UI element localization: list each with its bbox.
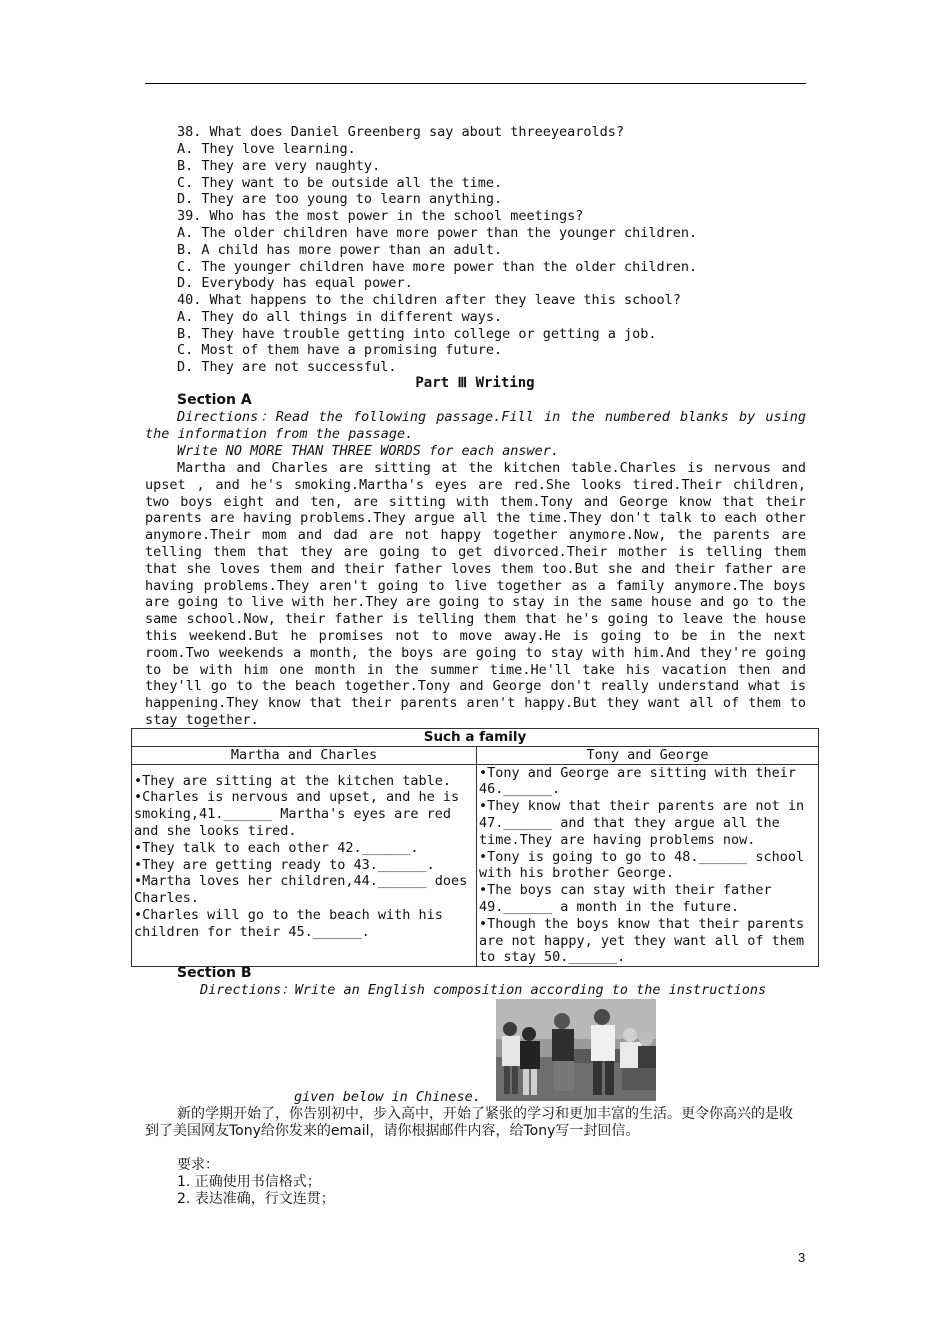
chinese-instructions: 新的学期开始了，你告别初中，步入高中，开始了紧张的学习和更加丰富的生活。更令你高兴的是收到了美国网友Tony给你发来的email，请你根据邮件内容，给Tony写一封回信。 bbox=[145, 1106, 793, 1139]
reading-passage: Martha and Charles are sitting at the kitchen table.Charles is nervous and upset , and he's smoking.Martha's eyes are red.She looks tired.Their children, two boys eight and ten, are sitting with them.Tony and George know that their parents are having problems.They argue all the time.They don't talk to each other anymore.Their mom and dad are not happy together anymore.Now, the parents are telling them that they are going to get divorced.Their mother is telling them that she loves them and their father loves them too.But she and their father are having problems.They aren't going to live together as a family anymore.The boys are going to live with her.They are going to stay in the same house and go to the same school.Now, their father is telling them that he's going to leave the house this weekend.But he promises not to move away.He is going to be in the next room.Two weekends a month, the boys are going to stay with him.And they're going to be with him one month in the summer time.He'll take his vacation then and they'll go to the beach together.Tony and George don't really understand what is happening.They know that their parents aren't happy.But they want all of them to stay together. bbox=[145, 460, 806, 728]
list-item: •The boys can stay with their father 49.______ a month in the future. bbox=[479, 882, 772, 915]
family-photo bbox=[496, 999, 656, 1101]
question-40: 40. What happens to the children after they leave this school? bbox=[177, 292, 681, 308]
section-b-heading: Section B bbox=[177, 965, 252, 981]
requirement-1: 1. 正确使用书信格式； bbox=[177, 1174, 321, 1190]
list-item: •They know that their parents are not in 47.______ and that they argue all the time.They are having problems now. bbox=[479, 798, 805, 848]
parents-cell bbox=[132, 764, 477, 967]
list-item: •Though the boys know that their parents are not happy, yet they want all of them to stay 50.______. bbox=[479, 915, 805, 966]
question-39: 39. Who has the most power in the school meetings? bbox=[177, 208, 584, 224]
option-40a: A. They do all things in different ways. bbox=[177, 309, 503, 325]
option-40b: B. They have trouble getting into college or getting a job. bbox=[177, 326, 657, 342]
family-table bbox=[131, 728, 819, 967]
list-item: •They are getting ready to 43.______. bbox=[134, 856, 435, 873]
list-item: •Tony is going to go to 48.______ school with his brother George. bbox=[479, 848, 805, 882]
list-item: •Martha loves her children,44.______ does Charles. bbox=[134, 873, 468, 907]
section-a-heading: Section A bbox=[177, 392, 252, 408]
list-item: •Charles will go to the beach with his children for their 45.______. bbox=[134, 906, 443, 940]
section-a-directions-2: Write NO MORE THAN THREE WORDS for each answer. bbox=[177, 443, 560, 459]
section-b-directions-2: given below in Chinese. bbox=[294, 1089, 481, 1105]
list-item: •They are sitting at the kitchen table. bbox=[134, 772, 451, 789]
option-39c: C. The younger children have more power than the older children. bbox=[177, 259, 698, 275]
header-rule bbox=[145, 83, 806, 84]
question-38: 38. What does Daniel Greenberg say about threeyearolds? bbox=[177, 124, 625, 140]
option-39a: A. The older children have more power than the younger children. bbox=[177, 225, 698, 241]
section-a-directions: Directions：Read the following passage.Fill in the numbered blanks by using the information from the passage. bbox=[145, 409, 806, 442]
option-38b: B. They are very naughty. bbox=[177, 158, 381, 174]
option-40d: D. They are not successful. bbox=[177, 359, 397, 375]
column-header-parents: Martha and Charles bbox=[132, 746, 477, 764]
requirement-2: 2. 表达准确，行文连贯； bbox=[177, 1191, 335, 1207]
option-38c: C. They want to be outside all the time. bbox=[177, 175, 503, 191]
children-cell bbox=[477, 764, 819, 967]
option-38d: D. They are too young to learn anything. bbox=[177, 191, 503, 207]
column-header-children: Tony and George bbox=[477, 746, 819, 764]
list-item: •Charles is nervous and upset, and he is smoking,41.______ Martha's eyes are red and she looks tired. bbox=[134, 789, 460, 839]
part-heading: Part Ⅲ Writing bbox=[415, 375, 535, 391]
option-38a: A. They love learning. bbox=[177, 141, 356, 157]
section-b-directions: Directions：Write an English composition according to the instructions bbox=[200, 982, 767, 998]
list-item: •They talk to each other 42.______. bbox=[134, 839, 419, 856]
list-item: •Tony and George are sitting with their 46.______. bbox=[479, 764, 796, 798]
option-39b: B. A child has more power than an adult. bbox=[177, 242, 503, 258]
page-number: 3 bbox=[798, 1250, 806, 1265]
option-40c: C. Most of them have a promising future. bbox=[177, 342, 503, 358]
table-title: Such a family bbox=[132, 729, 819, 747]
option-39d: D. Everybody has equal power. bbox=[177, 275, 413, 291]
requirements-label: 要求： bbox=[177, 1157, 219, 1173]
